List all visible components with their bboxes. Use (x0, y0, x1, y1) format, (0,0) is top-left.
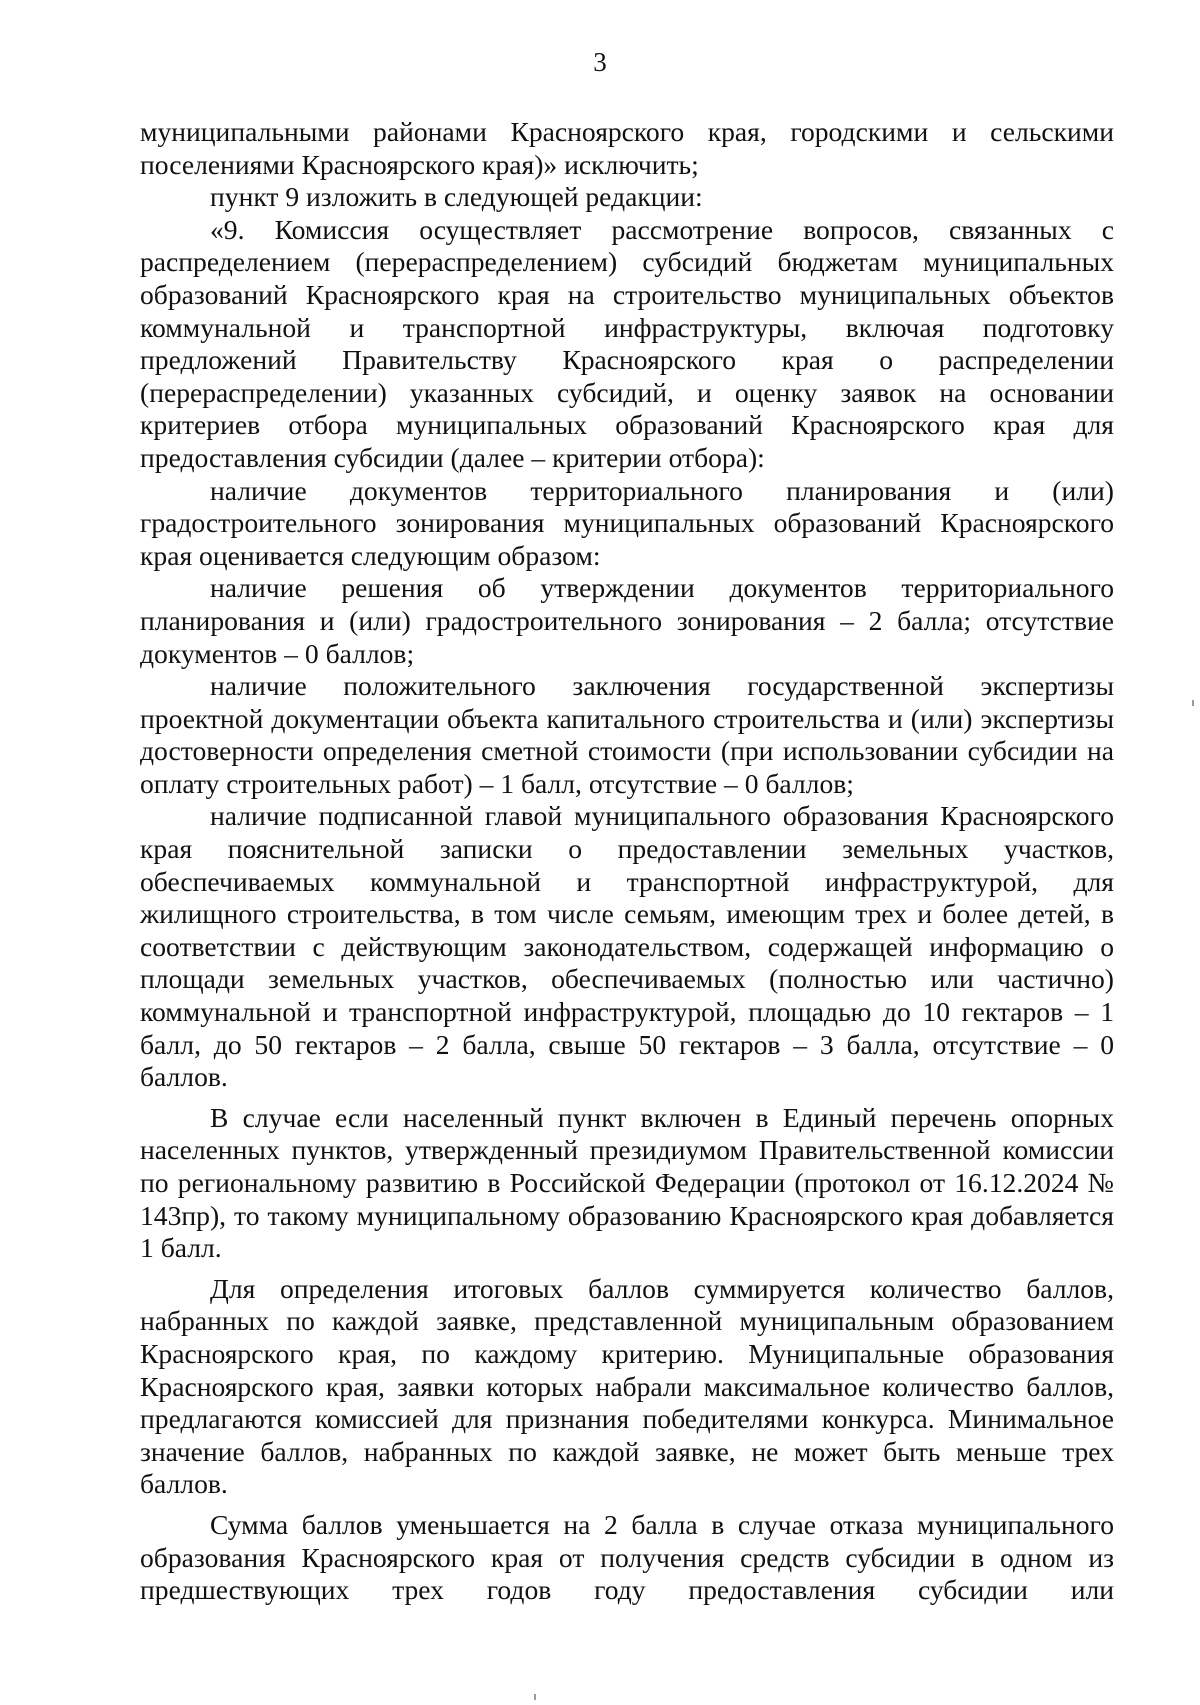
paragraph-total-points: Для определения итоговых баллов суммируется количество баллов, набранных по каждой заявке, представленной муниципальным образованием Красноярского края, по каждому критерию. Муниципальные образования Красноярского края, заявки которых набрали максимальное количество баллов, предлагаются комиссией для признания победителями конкурса. Минимальное значение баллов, набранных по каждой заявке, не может быть меньше трех баллов. (140, 1272, 1114, 1500)
paragraph-explanatory-note: наличие подписанной главой муниципального образования Красноярского края пояснительной записки о предоставлении земельных участков, обеспечиваемых коммунальной и транспортной инфраструктурой, для жилищного строительства, в том числе семьям, имеющим трех и более детей, в соответствии с действующим законодательством, содержащей информацию о площади земельных участков, обеспечиваемых (полностью или частично) коммунальной и транспортной инфраструктурой, площадью до 10 гектаров – 1 балл, до 50 гектаров – 2 балла, свыше 50 гектаров – 3 балла, отсутствие – 0 баллов. (140, 800, 1114, 1093)
paragraph-continuation: муниципальными районами Красноярского края, городскими и сельскими поселениями Красноярского края)» исключить; (140, 116, 1114, 180)
scan-artifact-mark (1192, 700, 1194, 706)
paragraph-decision-approval: наличие решения об утверждении документов территориального планирования и (или) градостроительного зонирования – 2 балла; отсутствие документов – 0 баллов; (140, 572, 1114, 669)
document-body (140, 116, 1114, 1607)
paragraph-state-expertise: наличие положительного заключения государственной экспертизы проектной документации объекта капитального строительства и (или) экспертизы достоверности определения сметной стоимости (при использовании субсидии на оплату строительных работ) – 1 балл, отсутствие – 0 баллов; (140, 670, 1114, 799)
paragraph-item-9-commission: «9. Комиссия осуществляет рассмотрение вопросов, связанных с распределением (перераспределением) субсидий бюджетам муниципальных образований Красноярского края на строительство муниципальных объектов коммунальной и транспортной инфраструктуры, включая подготовку предложений Правительству Красноярского края о распределении (перераспределении) указанных субсидий, и оценку заявок на основании критериев отбора муниципальных образований Красноярского края для предоставления субсидии (далее – критерии отбора): (140, 213, 1114, 473)
page-number: 3 (593, 47, 607, 77)
scan-artifact-mark (534, 1694, 536, 1700)
paragraph-item-9-intro: пункт 9 изложить в следующей редакции: (210, 181, 703, 213)
paragraph-support-settlements: В случае если населенный пункт включен в Единый перечень опорных населенных пунктов, утвержденный президиумом Правительственной комиссии по региональному развитию в Российской Федерации (протокол от 16.12.2024 № 143пр), то такому муниципальному образованию Красноярского края добавляется 1 балл. (140, 1101, 1114, 1264)
paragraph-territorial-planning: наличие документов территориального планирования и (или) градостроительного зонирования муниципальных образований Красноярского края оценивается следующим образом: (140, 474, 1114, 571)
paragraph-points-reduction: Сумма баллов уменьшается на 2 балла в случае отказа муниципального образования Красноярского края от получения средств субсидии в одном из предшествующих трех годов году предоставления субсидии или (140, 1508, 1114, 1606)
